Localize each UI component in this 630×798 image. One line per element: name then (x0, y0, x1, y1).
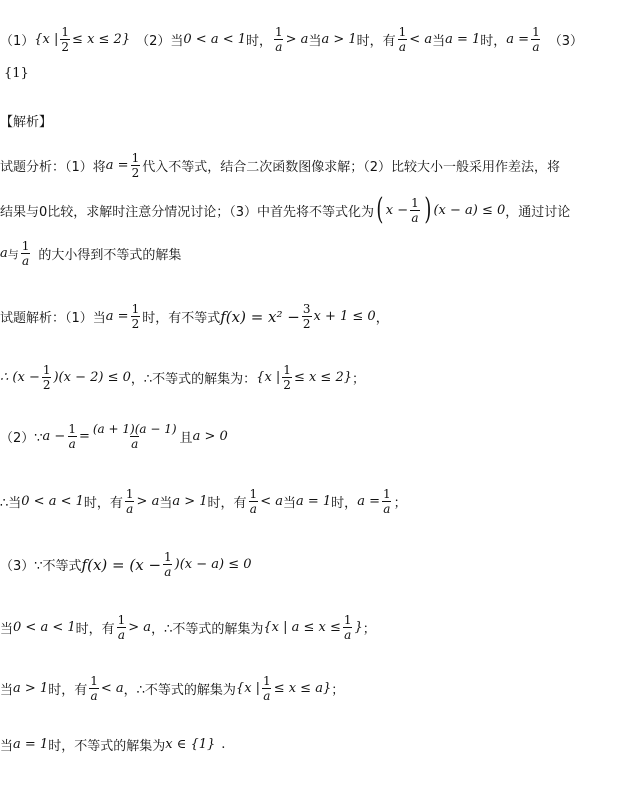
text: 当 (159, 496, 173, 511)
text: 当 (308, 34, 322, 49)
fraction: $\frac{1}{a}$ (249, 487, 258, 516)
math: a > 0 (192, 429, 228, 444)
math: {x | (256, 370, 281, 385)
text: 当 (432, 34, 446, 49)
fraction: $\frac{1}{a}$ (90, 674, 98, 703)
solution-line-3 (0, 423, 228, 450)
part-1-label: （1） (0, 34, 35, 49)
math: (x − a) ≤ 0 (433, 202, 506, 218)
text: ，∴不等式的解集为 (151, 622, 264, 637)
math: x ∈ {1} (165, 737, 216, 752)
text: 时，不等式的解集为 (48, 739, 166, 754)
text: 代入不等式，结合二次函数图像求解；（2）比较大小一般采用作差法，将 (142, 160, 560, 175)
text: 时， (246, 34, 273, 49)
fraction: $\frac{1}{a}$ (382, 487, 391, 516)
math: = (78, 429, 90, 444)
paren: ( (376, 192, 384, 227)
text: 时，有 (207, 496, 247, 511)
math: ≤ x ≤ 2} (293, 370, 352, 385)
fraction: $\frac{1}{2}$ (42, 363, 51, 392)
solution-line-4 (0, 488, 407, 515)
fraction: $\frac{1}{a}$ (117, 613, 126, 642)
text: 时，有 (356, 34, 396, 49)
fraction: $\frac{1}{a}$ (263, 674, 271, 703)
text: ， (375, 311, 389, 326)
math: a − (42, 429, 66, 444)
math: < a (100, 681, 124, 696)
fraction: $\frac{1}{a}$ (125, 487, 134, 516)
part-3-label: （3） (548, 34, 583, 49)
text: ，通过讨论 (505, 204, 571, 220)
fraction: $\frac{1}{a}$ (532, 25, 540, 54)
math: a (0, 246, 8, 261)
solution-line-6 (0, 614, 376, 641)
math: a = 1 (13, 737, 49, 752)
analysis-line-3 (0, 240, 181, 267)
math: ≤ x ≤ 2} (72, 32, 131, 47)
math: x − (385, 202, 409, 218)
fraction: $\frac{1}{a}$ (275, 25, 283, 54)
part-2-label: （2）当 (136, 34, 184, 49)
text: 当 (0, 739, 14, 754)
math: )(x − 2) ≤ 0 (53, 370, 131, 385)
math: < a (260, 494, 283, 509)
math: 0 < a < 1 (13, 620, 76, 635)
solution-line-8 (0, 735, 225, 754)
text: 时，有不等式 (142, 311, 221, 326)
text: 时， (331, 496, 358, 511)
text: （3）∵不等式 (0, 559, 82, 574)
text: 且 (179, 431, 193, 446)
fraction: $\frac{1}{2}$ (61, 25, 70, 54)
answer-line-2 (4, 66, 29, 81)
math: f(x) = (x − (81, 555, 162, 574)
math: a > 1 (321, 32, 357, 47)
math: > a (128, 620, 152, 635)
fraction: $\frac{1}{a}$ (411, 195, 419, 225)
math: 0 < a < 1 (183, 32, 246, 47)
math: } (354, 620, 363, 635)
text: 时，有 (83, 496, 123, 511)
section-heading: 【解析】 (0, 115, 53, 130)
text: ； (352, 372, 366, 387)
text: 当 (0, 622, 14, 637)
text: 与 (7, 247, 19, 261)
math: x + 1 ≤ 0 (313, 309, 376, 324)
math: ∴ (x − (0, 370, 40, 385)
answer-line-1 (0, 26, 583, 53)
text: 的大小得到不等式的解集 (38, 248, 182, 263)
text: 当 (282, 496, 296, 511)
paren: ) (424, 192, 432, 227)
text: ； (393, 496, 407, 511)
analysis-line-1 (0, 152, 560, 179)
text: ； (331, 683, 345, 698)
fraction: $\frac{1}{2}$ (283, 363, 291, 392)
math: a > 1 (172, 494, 208, 509)
text: 结果与0比较，求解时注意分情况讨论；（3）中首先将不等式化为 (0, 204, 375, 220)
math: > a (136, 494, 160, 509)
text: ∴当 (0, 496, 22, 511)
math: > a (285, 32, 309, 47)
text: ，∴不等式的解集为 (123, 683, 236, 698)
math: f(x) = x² − (220, 307, 300, 326)
math: {x | a ≤ x ≤ (263, 620, 341, 635)
text: ，∴不等式的解集为： (130, 372, 257, 387)
text: （2）∵ (0, 431, 43, 446)
solution-line-5 (0, 551, 252, 578)
fraction: $\frac{1}{2}$ (131, 151, 140, 180)
analysis-line-2 (0, 192, 571, 227)
fraction: $\frac{1}{2}$ (131, 302, 140, 331)
math: a > 1 (13, 681, 49, 696)
solution-line-2 (0, 364, 365, 391)
text: . (221, 737, 226, 752)
text: 试题解析：（1）当 (0, 311, 106, 326)
math: a = (105, 158, 129, 173)
text: 当 (0, 683, 14, 698)
text: 时，有 (48, 683, 88, 698)
text: ； (362, 622, 376, 637)
math: 0 < a < 1 (21, 494, 84, 509)
math: a = 1 (445, 32, 481, 47)
solution-line-7 (0, 675, 344, 702)
fraction: $\frac{1}{a}$ (68, 422, 76, 451)
math: ≤ x ≤ a} (273, 681, 332, 696)
math: {x | (235, 681, 261, 696)
text: 时， (480, 34, 507, 49)
math: a = (357, 494, 380, 509)
math: )(x − a) ≤ 0 (174, 557, 252, 572)
math: a = 1 (295, 494, 332, 509)
math: {x | (34, 32, 59, 47)
fraction: $\frac{1}{a}$ (164, 550, 172, 579)
math: {1} (4, 66, 29, 81)
fraction: $\frac{1}{a}$ (21, 239, 30, 268)
fraction: $\frac{1}{a}$ (343, 613, 352, 642)
math: < a (409, 32, 433, 47)
fraction: $\frac{1}{a}$ (398, 25, 407, 54)
text: 时，有 (75, 622, 115, 637)
math: a = (506, 32, 530, 47)
text: 试题分析：（1）将 (0, 160, 106, 175)
math: a = (105, 309, 129, 324)
fraction: $\frac{3}{2}$ (302, 302, 311, 331)
fraction: $\frac{(a + 1)(a - 1)}{a}$ (92, 422, 177, 451)
solution-line-1 (0, 303, 389, 330)
